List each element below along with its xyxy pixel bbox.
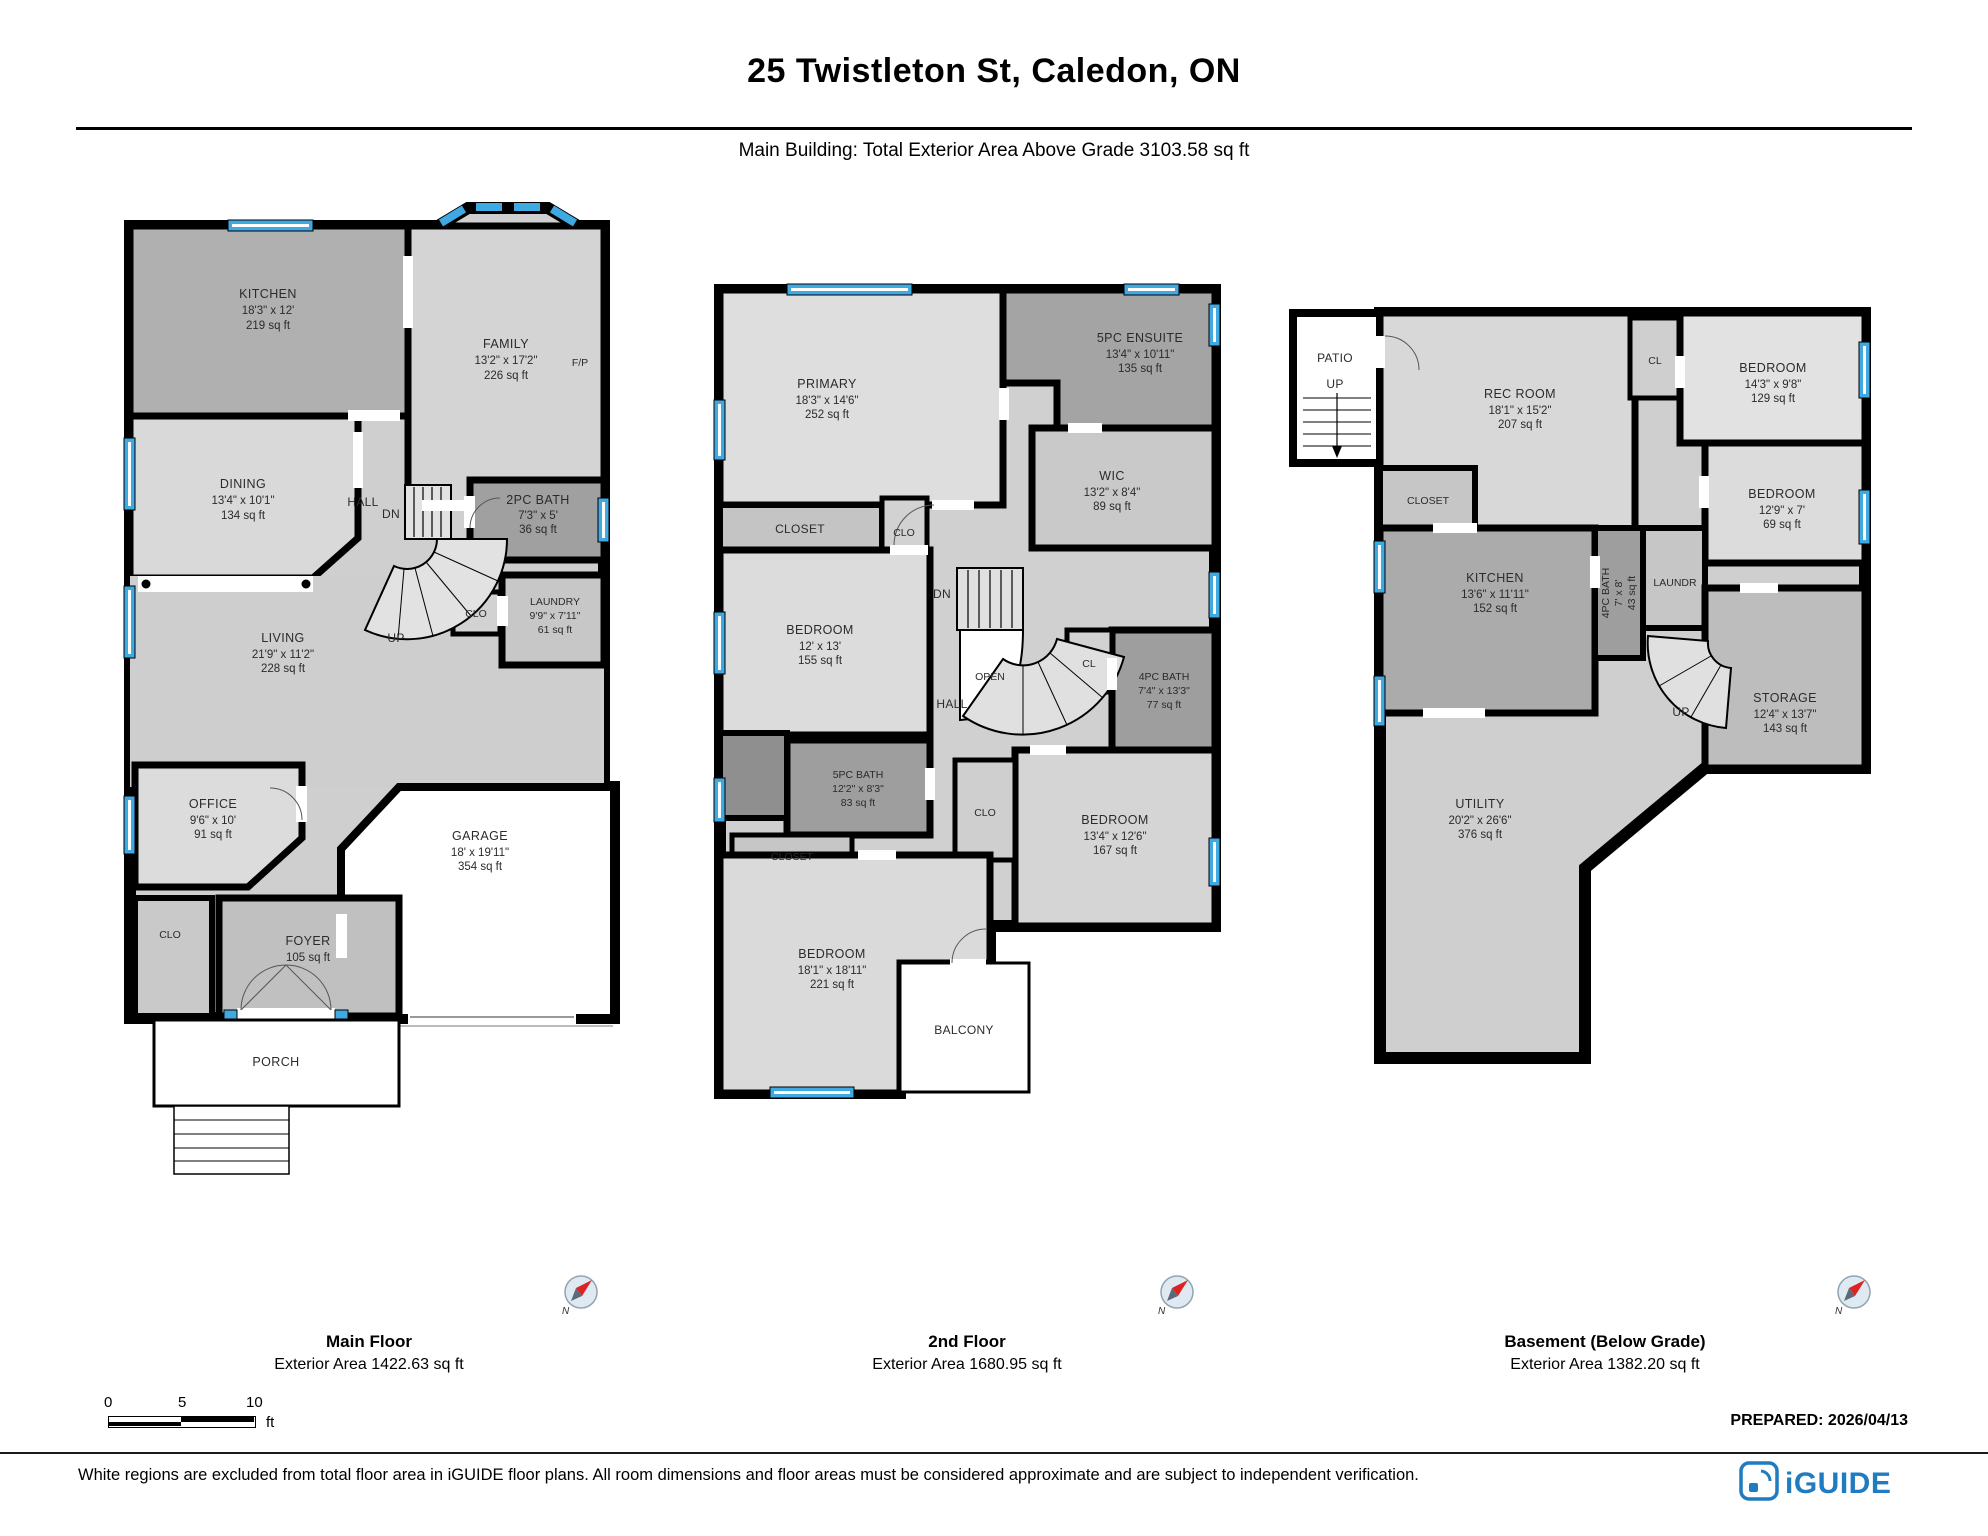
compass-basement (1827, 1267, 1883, 1323)
dn-label: DN (933, 587, 951, 601)
bath5pc-dims: 12'2" x 8'3" (832, 783, 884, 795)
clo-stairs-label: CLO (465, 608, 487, 620)
dining-area: 134 sq ft (220, 510, 266, 522)
clo-foyer-label: CLO (159, 929, 181, 941)
wic-area: 89 sq ft (1093, 501, 1131, 513)
closet1-label: CLOSET (775, 522, 825, 536)
bedroom3-area: 167 sq ft (1092, 845, 1138, 857)
laundry-dims: 9'9" x 7'11" (529, 610, 581, 622)
fireplace-label: F/P (571, 357, 589, 369)
rec-area: 207 sq ft (1497, 419, 1543, 431)
family-dims: 13'2" x 17'2" (474, 355, 538, 367)
living-label: LIVING (261, 631, 305, 645)
wic-dims: 13'2" x 8'4" (1083, 487, 1141, 499)
closet-label: CLOSET (1406, 495, 1450, 507)
bedroom4-area: 221 sq ft (809, 979, 855, 991)
bath2pc-label: 2PC BATH (506, 493, 570, 507)
page-title: 25 Twistleton St, Caledon, ON (747, 52, 1241, 90)
caption-main-area: Exterior Area 1422.63 sq ft (274, 1356, 464, 1373)
bath5pc-label: 5PC BATH (832, 769, 884, 781)
bedroom2-area: 155 sq ft (797, 655, 843, 667)
compass-n: N (1158, 1306, 1166, 1317)
kitchen-label: KITCHEN (239, 287, 297, 301)
kitchen-dims: 18'3" x 12' (241, 305, 295, 317)
caption-main-name: Main Floor (326, 1332, 412, 1351)
cl-label: CL (1082, 658, 1096, 670)
bath4pc-dims: 7'4" x 13'3" (1138, 685, 1190, 697)
utility-dims: 20'2" x 26'6" (1448, 815, 1512, 827)
clo3-label: CLO (974, 807, 996, 819)
compass-second (1150, 1267, 1206, 1323)
column (142, 580, 151, 589)
foyer-area: 105 sq ft (285, 952, 331, 964)
bedroom2-room (1705, 443, 1865, 563)
bedroom1-room (1680, 313, 1865, 443)
shower-nook (720, 733, 787, 818)
laundr-label: LAUNDR (1653, 577, 1697, 589)
family-area: 226 sq ft (483, 370, 529, 382)
garage-label: GARAGE (452, 829, 508, 843)
scale-5: 5 (178, 1394, 187, 1411)
stairs-dn (405, 485, 451, 539)
rec-dims: 18'1" x 15'2" (1488, 405, 1552, 417)
caption-main-floor (209, 1332, 529, 1374)
kitchen-room (1380, 528, 1595, 713)
utility-area: 376 sq ft (1457, 829, 1503, 841)
bedroom2-label: BEDROOM (1748, 487, 1816, 501)
second-floor-plan (712, 280, 1222, 1110)
rec-label: REC ROOM (1484, 387, 1556, 401)
iguide-logo-text: iGUIDE (1785, 1467, 1892, 1500)
wic-label: WIC (1099, 469, 1125, 483)
laundry-label: LAUNDRY (530, 596, 580, 608)
garage-dims: 18' x 19'11" (450, 847, 510, 859)
bedroom4-dims: 18'1" x 18'11" (797, 965, 867, 977)
office-area: 91 sq ft (194, 829, 232, 841)
header-rule (76, 127, 1912, 130)
office-dims: 9'6" x 10' (189, 815, 237, 827)
bedroom4-label: BEDROOM (798, 947, 866, 961)
office-label: OFFICE (188, 797, 238, 811)
kitchen-dims: 13'6" x 11'11" (1461, 589, 1529, 601)
hall-label: HALL (347, 495, 379, 509)
compass-n: N (562, 1306, 570, 1317)
bath2pc-area: 36 sq ft (519, 524, 557, 536)
primary-dims: 18'3" x 14'6" (795, 395, 859, 407)
up-label: UP (1672, 705, 1690, 719)
bath4pc-dims: 7' x 8' (1613, 579, 1625, 607)
footer-rule (0, 1452, 1988, 1454)
basement-plan (1285, 298, 1895, 1088)
garage-area: 354 sq ft (457, 861, 503, 873)
bedroom2-dims: 12' x 13' (798, 641, 842, 653)
kitchen-area: 219 sq ft (245, 320, 291, 332)
balcony-label: BALCONY (934, 1023, 994, 1037)
bath4pc-area: 43 sq ft (1626, 575, 1638, 611)
dining-dims: 13'4" x 10'1" (211, 495, 275, 507)
main-floor-plan (108, 198, 628, 1198)
caption-second-area: Exterior Area 1680.95 sq ft (872, 1356, 1062, 1373)
clo1-label: CLO (893, 527, 915, 539)
kitchen-area: 152 sq ft (1472, 603, 1518, 615)
living-dims: 21'9" x 11'2" (251, 649, 315, 661)
compass-n: N (1835, 1306, 1843, 1317)
scale-unit: ft (266, 1414, 275, 1431)
primary-area: 252 sq ft (804, 409, 850, 421)
bedroom2-label: BEDROOM (786, 623, 854, 637)
caption-second-floor (807, 1332, 1127, 1374)
porch-label: PORCH (252, 1055, 300, 1069)
hall-label: HALL (936, 697, 968, 711)
bedroom3-dims: 13'4" x 12'6" (1083, 831, 1147, 843)
bath5pc-area: 83 sq ft (840, 797, 876, 809)
bedroom1-label: BEDROOM (1739, 361, 1807, 375)
bath4pc-label: 4PC BATH (1600, 567, 1612, 619)
bedroom2-area: 69 sq ft (1763, 519, 1801, 531)
foyer-label: FOYER (285, 934, 331, 948)
storage-dims: 12'4" x 13'7" (1753, 709, 1817, 721)
bath4pc-area: 77 sq ft (1146, 699, 1182, 711)
caption-second-name: 2nd Floor (928, 1332, 1006, 1351)
ensuite-label: 5PC ENSUITE (1096, 331, 1184, 345)
patio-label: PATIO (1317, 351, 1353, 365)
disclaimer-text: White regions are excluded from total floor area in iGUIDE floor plans. All room dimensions and floor areas must be considered approximate and are subject to independent verification. (78, 1466, 1419, 1484)
up-label: UP (387, 631, 405, 645)
living-area: 228 sq ft (260, 663, 306, 675)
porch-steps (174, 1106, 289, 1174)
ensuite-dims: 13'4" x 10'11" (1105, 349, 1175, 361)
primary-label: PRIMARY (797, 377, 857, 391)
bedroom1-dims: 14'3" x 9'8" (1744, 379, 1802, 391)
caption-basement (1445, 1332, 1765, 1374)
prepared-date: PREPARED: 2026/04/13 (1730, 1412, 1908, 1429)
page-subtitle: Main Building: Total Exterior Area Above Grade 3103.58 sq ft (738, 140, 1250, 161)
utility-label: UTILITY (1455, 797, 1505, 811)
caption-basement-area: Exterior Area 1382.20 sq ft (1510, 1356, 1700, 1373)
bedroom2-dims: 12'9" x 7' (1758, 505, 1806, 517)
iguide-logo-dot (1749, 1483, 1758, 1492)
ensuite-area: 135 sq ft (1117, 363, 1163, 375)
caption-basement-name: Basement (Below Grade) (1504, 1332, 1706, 1351)
kitchen-label: KITCHEN (1466, 571, 1524, 585)
primary-room (720, 290, 1003, 505)
dining-label: DINING (219, 477, 267, 491)
column (302, 580, 311, 589)
laundry-area: 61 sq ft (537, 624, 573, 636)
storage-area: 143 sq ft (1762, 723, 1808, 735)
open-label: OPEN (975, 671, 1005, 683)
iguide-logo-icon (1741, 1463, 1777, 1499)
storage-label: STORAGE (1753, 691, 1817, 705)
cl-label: CL (1648, 355, 1662, 367)
compass-main (554, 1267, 610, 1323)
bedroom3-label: BEDROOM (1081, 813, 1149, 827)
patio-up-label: UP (1326, 377, 1344, 391)
bath2pc-dims: 7'3" x 5' (518, 510, 558, 522)
clo-foyer-room (135, 898, 212, 1016)
iguide-logo (1738, 1458, 1910, 1504)
bedroom1-area: 129 sq ft (1750, 393, 1796, 405)
family-label: FAMILY (483, 337, 529, 351)
dn-label: DN (382, 507, 400, 521)
iguide-logo-arc (1761, 1471, 1770, 1481)
scale-bar (108, 1416, 256, 1428)
bath4pc-label: 4PC BATH (1138, 671, 1190, 683)
scale-10: 10 (246, 1394, 263, 1411)
passage-band (138, 576, 313, 592)
closet2-label: CLOSET (770, 851, 814, 863)
stairs-dn (957, 568, 1023, 630)
scale-0: 0 (104, 1394, 113, 1411)
